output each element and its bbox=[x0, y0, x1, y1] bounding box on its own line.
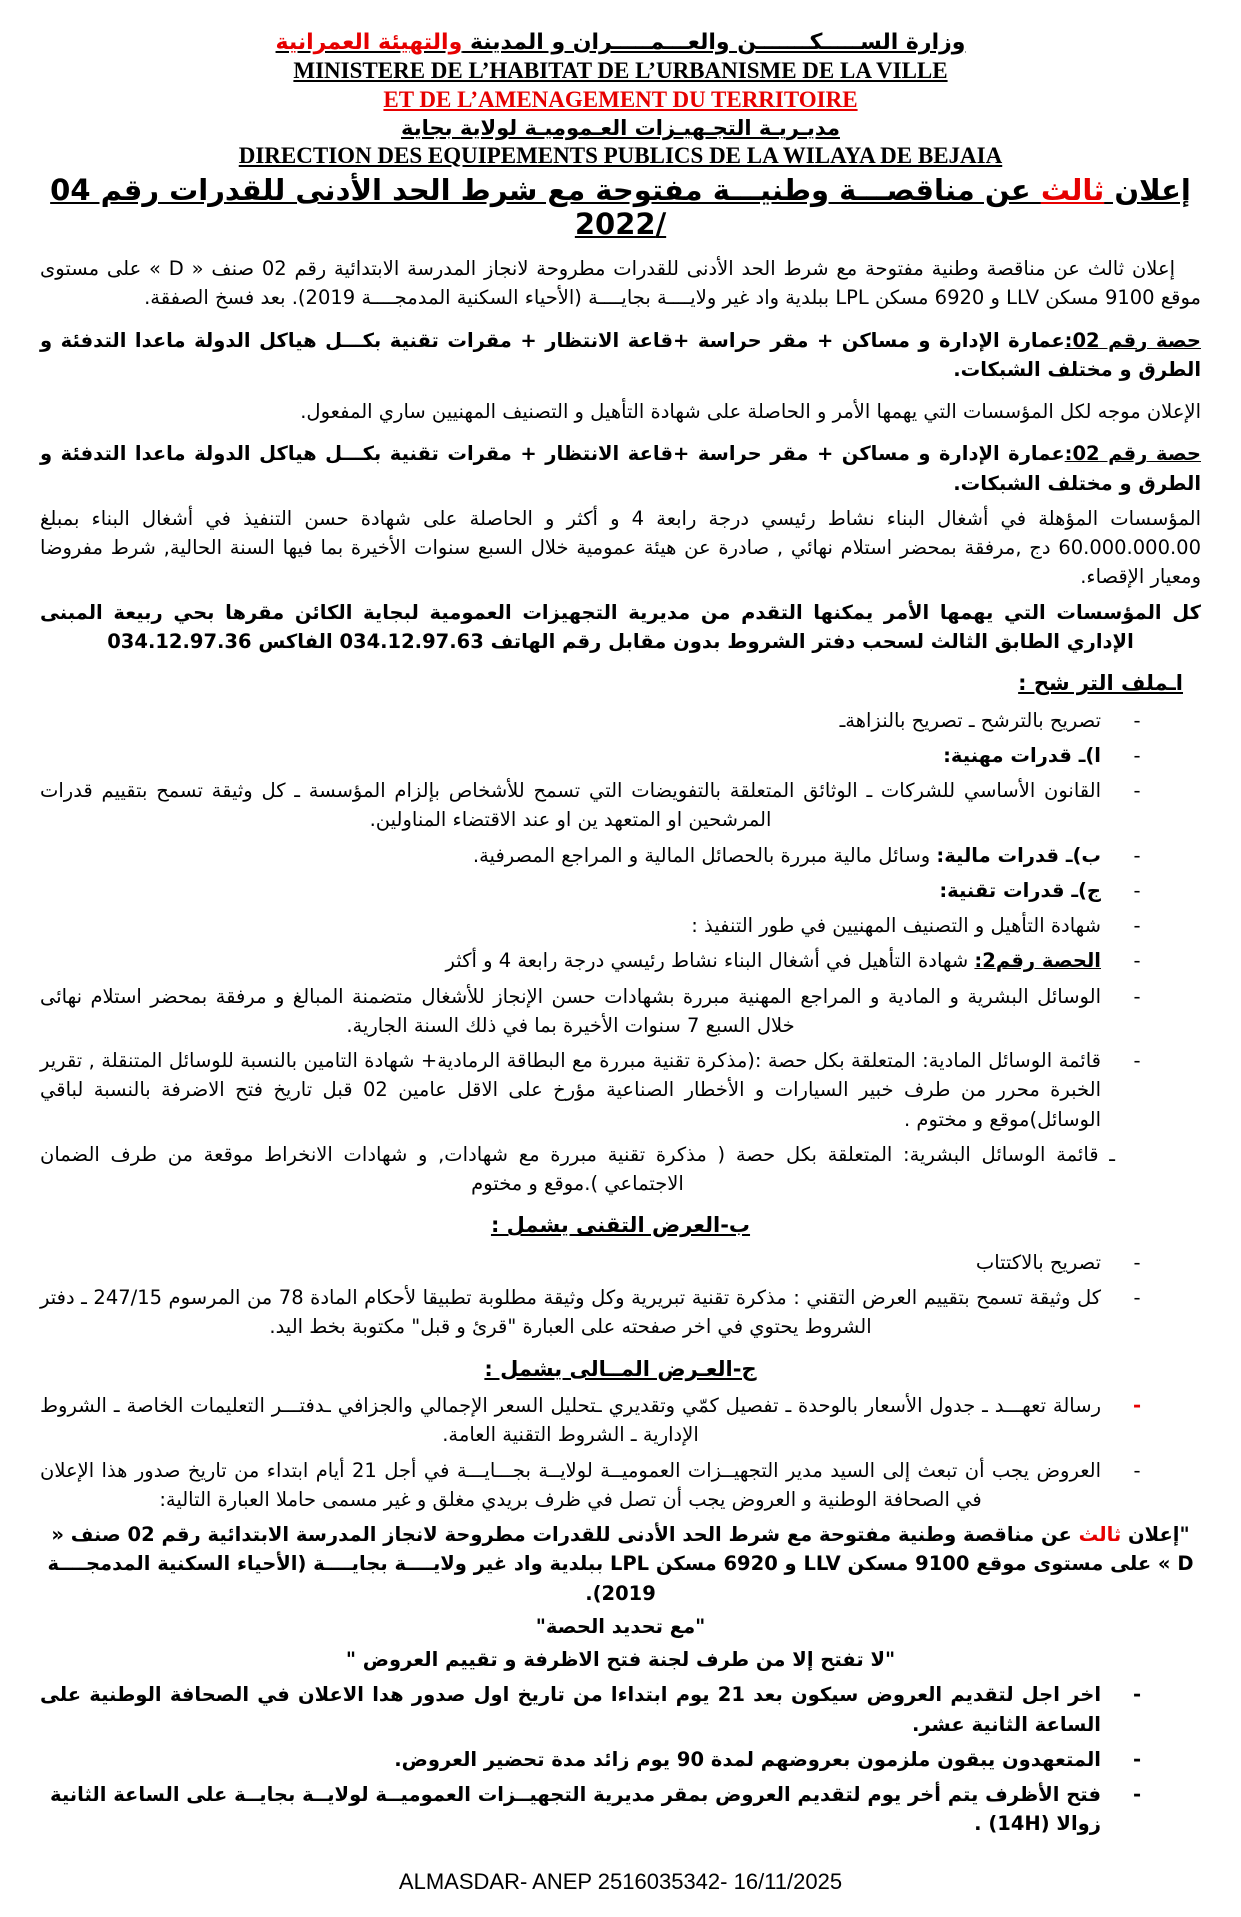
ministry-name-arabic bbox=[40, 30, 1201, 55]
technical-offer-heading: ب-العرض التقنى يشمل : bbox=[490, 1213, 751, 1238]
intro-red-word: ثالث bbox=[1087, 257, 1125, 280]
dash-marker: - bbox=[1133, 1286, 1141, 1309]
candidacy-item-label: ب)ـ قدرات مالية: bbox=[936, 843, 1101, 867]
intro-post: عن مناقصة وطنية مفتوحة مع شرط الحد الأدنى للقدرات مطروحة لانجاز المدرسة الابتدائية رقم 02 صنف « D » على مستوى موقع 9100 مسكن LLV و 6920 مسكن LPL ببلدية واد غير ولايــــة بجايــــة (الأحياء السكنية المدمجــــة 2019). بعد فسخ الصفقة. bbox=[40, 257, 1201, 310]
dash-marker: - bbox=[1133, 708, 1141, 732]
anep-reference-footer: ALMASDAR- ANEP 2516035342- 16/11/2025 bbox=[398, 1868, 843, 1894]
financial-item-documents bbox=[40, 1391, 1201, 1450]
technical-item-text: كل وثيقة تسمح بتقييم العرض التقني : مذكرة تقنية تبريرية وكل وثيقة مطلوبة تطبيقا لأحكام المادة 78 من المرسوم 247/15 ـ دفتر الشروط يحتوي في اخر صفحته على العبارة "قرئ و قبل" مكتوبة بخط اليد. bbox=[40, 1286, 1102, 1339]
financial-offer-heading: ج-العـرض المــالى يشمل : bbox=[484, 1356, 757, 1381]
lot-label-2: حصة رقم 02: bbox=[1064, 442, 1201, 466]
technical-item-text: تصريح بالاكتتاب bbox=[975, 1250, 1101, 1274]
dash-marker: - bbox=[1133, 1250, 1141, 1274]
dash-marker: - bbox=[1133, 914, 1141, 937]
candidacy-item-text: قائمة الوسائل المادية: المتعلقة بكل حصة :(مذكرة تقنية مبررة مع البطاقة الرمادية+ شهادة التامين بالنسبة للوسائل المتنقلة , تقرير الخبرة محرر من طرف خبير السيارات و الأخطار الصناعية مؤرخ على الاقل عامين 02 قبل تاريخ فتح الاضرفة بالنسبة لباقي الوسائل)موقع و مختوم . bbox=[40, 1049, 1101, 1131]
dash-marker: - bbox=[1132, 1683, 1142, 1707]
ministry-name-french-line2: ET DE L’AMENAGEMENT DU TERRITOIRE bbox=[383, 87, 858, 112]
candidacy-item-label: الحصة رقم2: bbox=[974, 949, 1101, 973]
ministry-name-arabic-black: وزارة الســـــكـــــــن والعـــمـــــران و المدينة bbox=[462, 30, 966, 55]
dash-marker: - bbox=[1133, 949, 1141, 973]
eligibility-paragraph: المؤسسات المؤهلة في أشغال البناء نشاط رئيسي درجة رابعة 4 و أكثر و الحاصلة على شهادة حسن التنفيذ في أشغال البناء بمبلغ 60.000.000.00 دج ,مرفقة بمحضر استلام نهائي , صادرة عن هيئة عمومية خلال السبع سنوات الأخيرة بما فيها السنة الحالية, شرط مفروضا ومعيار الإقصاء. bbox=[40, 506, 1202, 589]
intro-pre: إعلان bbox=[1124, 257, 1175, 280]
ministry-name-french-line1: MINISTERE DE L’HABITAT DE L’URBANISME DE LA VILLE bbox=[293, 58, 948, 83]
deadline-item-text: فتح الأظرف يتم أخر يوم لتقديم العروض بمقر مديرية التجهيــزات العموميــة لولايــة بجايــة على الساعة الثانية زوالا (14H) . bbox=[50, 1783, 1101, 1836]
tender-title-post: عن مناقصـــة وطنيـــة مفتوحة مع شرط الحد الأدنى للقدرات رقم 04 /2022 bbox=[50, 173, 1041, 241]
envelope-line1-post: عن مناقصة وطنية مفتوحة مع شرط الحد الأدنى للقدرات مطروحة لانجاز المدرسة الابتدائية رقم 02 صنف « D » على مستوى موقع 9100 مسكن LLV و 6920 مسكن LPL ببلدية واد غير ولايــــة بجايــــة (الأحياء السكنية المدمجــــة 2019). bbox=[47, 1523, 1194, 1605]
envelope-mention-block bbox=[40, 1520, 1201, 1674]
dash-marker: - bbox=[1133, 843, 1141, 867]
lot-text-1: عمارة الإدارة و مساكن + مقر حراسة +قاعة الانتظار + مقرات تقنية بكـــل هياكل الدولة ماعدا التدفئة و الطرق و مختلف الشبكات. bbox=[40, 328, 1201, 381]
candidacy-item-text: شهادة التأهيل في أشغال البناء نشاط رئيسي درجة رابعة 4 و أكثر bbox=[445, 949, 975, 973]
tender-title bbox=[40, 173, 1201, 241]
envelope-line1-pre: "إعلان bbox=[1121, 1523, 1190, 1546]
envelope-line1-red-word: ثالث bbox=[1078, 1523, 1122, 1546]
candidacy-item-text: الوسائل البشرية و المادية و المراجع المهنية مبررة بشهادات حسن الإنجاز للأشغال متضمنة المبالغ و مرفقة بمحضر استلام نهائى خلال السبع 7 سنوات الأخيرة بما في ذلك السنة الجارية. bbox=[40, 984, 1101, 1037]
candidacy-item-material-means-list bbox=[40, 1046, 1201, 1134]
candidacy-item-label: ا)ـ قدرات مهنية: bbox=[943, 743, 1101, 767]
document-header bbox=[40, 30, 1201, 241]
submission-instructions-item bbox=[40, 1456, 1201, 1515]
candidacy-item-human-means-list: ـ قائمة الوسائل البشرية: المتعلقة بكل حصة ( مذكرة تقنية مبررة مع شهادات, و شهادات الانخراط موقعة من طرف الضمان الاجتماعي ).موقع و مختوم bbox=[40, 1142, 1115, 1195]
envelope-mention-line1 bbox=[40, 1520, 1201, 1608]
candidacy-item-text: القانون الأساسي للشركات ـ الوثائق المتعلقة بالتفويضات التي تسمح للأشخاص بإلزام المؤسسة ـ كل وثيقة تسمح بتقييم قدرات المرشحين او المتعهد ين او عند الاقتضاء المناولين. bbox=[40, 779, 1101, 832]
tender-title-red-word: ثالث bbox=[1040, 173, 1105, 207]
tender-title-pre: إعلان bbox=[1104, 173, 1191, 207]
dash-marker: - bbox=[1133, 1049, 1141, 1072]
candidacy-item-text: شهادة التأهيل و التصنيف المهنيين في طور التنفيذ : bbox=[691, 914, 1101, 937]
candidacy-item-human-material-references bbox=[40, 982, 1201, 1041]
technical-item-subscription-declaration bbox=[40, 1248, 1201, 1277]
lot-paragraph-2 bbox=[40, 439, 1201, 498]
dash-marker: - bbox=[1133, 779, 1141, 802]
candidacy-item-statutes bbox=[40, 776, 1201, 835]
candidacy-item-label: ج)ـ قدرات تقنية: bbox=[939, 878, 1101, 902]
dash-marker: - bbox=[1133, 984, 1141, 1008]
candidacy-item-technical-capacities bbox=[40, 876, 1201, 905]
dash-marker: - bbox=[1132, 1747, 1142, 1771]
deadline-item-opening bbox=[40, 1780, 1201, 1839]
candidacy-file-heading: اـملف التر شح : bbox=[1018, 671, 1183, 695]
ministry-name-arabic-red: والتهيئة العمرانية bbox=[275, 30, 463, 55]
envelope-mention-line3: "لا تفتح إلا من طرف لجنة فتح الاظرفة و تقييم العروض " bbox=[345, 1648, 896, 1671]
notice-paragraph: الإعلان موجه لكل المؤسسات التي يهمها الأمر و الحاصلة على شهادة التأهيل و التصنيف المهنيين ساري المفعول. bbox=[300, 400, 1201, 423]
dash-marker: - bbox=[1133, 743, 1141, 767]
candidacy-item-text: وسائل مالية مبررة بالحصائل المالية و المراجع المصرفية. bbox=[472, 843, 937, 867]
deadline-item-offer-validity bbox=[40, 1745, 1201, 1774]
submission-instructions-text: العروض يجب أن تبعث إلى السيد مدير التجهيــزات العموميــة لولايــة بجـــايـــة في أجل 21 أيام ابتداء من تاريخ صدور هذا الإعلان في الصحافة الوطنية و العروض يجب أن تصل في ظرف بريدي مغلق و غير مسمى حاملا العبارة التالية: bbox=[40, 1458, 1101, 1511]
technical-item-evaluation-documents bbox=[40, 1283, 1201, 1342]
candidacy-item-financial-capacities bbox=[40, 841, 1201, 870]
deadline-item-text: اخر اجل لتقديم العروض سيكون بعد 21 يوم ابتداءا من تاريخ اول صدور هدا الاعلان في الصحافة الوطنية على الساعة الثانية عشر. bbox=[40, 1683, 1102, 1736]
envelope-mention-line2: "مع تحديد الحصة" bbox=[535, 1614, 706, 1638]
red-dash-marker: - bbox=[1132, 1394, 1142, 1417]
intro-paragraph bbox=[40, 254, 1201, 313]
lot-paragraph-1 bbox=[40, 326, 1201, 385]
direction-name-arabic: مديـريـة التجـهيـزات العـموميـة لولاية بجاية bbox=[401, 116, 840, 140]
dash-marker: - bbox=[1133, 1458, 1141, 1482]
financial-item-text: رسالة تعهـــد ـ جدول الأسعار بالوحدة ـ تفصيل كمّي وتقديري ـتحليل السعر الإجمالي والجزافي ـدفتـــر التعليمات الخاصة ـ الشروط الإدارية ـ الشروط التقنية العامة. bbox=[40, 1394, 1101, 1447]
candidacy-item-qualification-certificate bbox=[40, 911, 1201, 940]
lot-label-1: حصة رقم 02: bbox=[1064, 328, 1201, 352]
candidacy-item-lot2-qualification bbox=[40, 946, 1201, 975]
deadline-item-submission bbox=[40, 1680, 1201, 1739]
contact-paragraph: كل المؤسسات التي يهمها الأمر يمكنها التقدم من مديرية التجهيزات العمومية لبجاية الكائن مقرها بحي ربيعة المبنى الإداري الطابق الثالث لسحب دفتر الشروط بدون مقابل رقم الهاتف 034.12.97.63 الفاكس 034.12.97.36 bbox=[40, 600, 1201, 653]
lot-text-2: عمارة الإدارة و مساكن + مقر حراسة +قاعة الانتظار + مقرات تقنية بكـــل هياكل الدولة ماعدا التدفئة و الطرق و مختلف الشبكات. bbox=[40, 442, 1201, 495]
document-body bbox=[40, 241, 1201, 1839]
dash-marker: - bbox=[1133, 878, 1141, 902]
direction-name-french: DIRECTION DES EQUIPEMENTS PUBLICS DE LA WILAYA DE BEJAIA bbox=[238, 143, 1003, 168]
candidacy-item-declarations bbox=[40, 706, 1201, 735]
deadline-item-text: المتعهدون يبقون ملزمون بعروضهم لمدة 90 يوم زائد مدة تحضير العروض. bbox=[394, 1747, 1101, 1771]
candidacy-item-text: تصريح بالترشح ـ تصريح بالنزاهةـ bbox=[839, 708, 1101, 732]
candidacy-item-professional-capacities bbox=[40, 741, 1201, 770]
dash-marker: - bbox=[1132, 1783, 1142, 1806]
